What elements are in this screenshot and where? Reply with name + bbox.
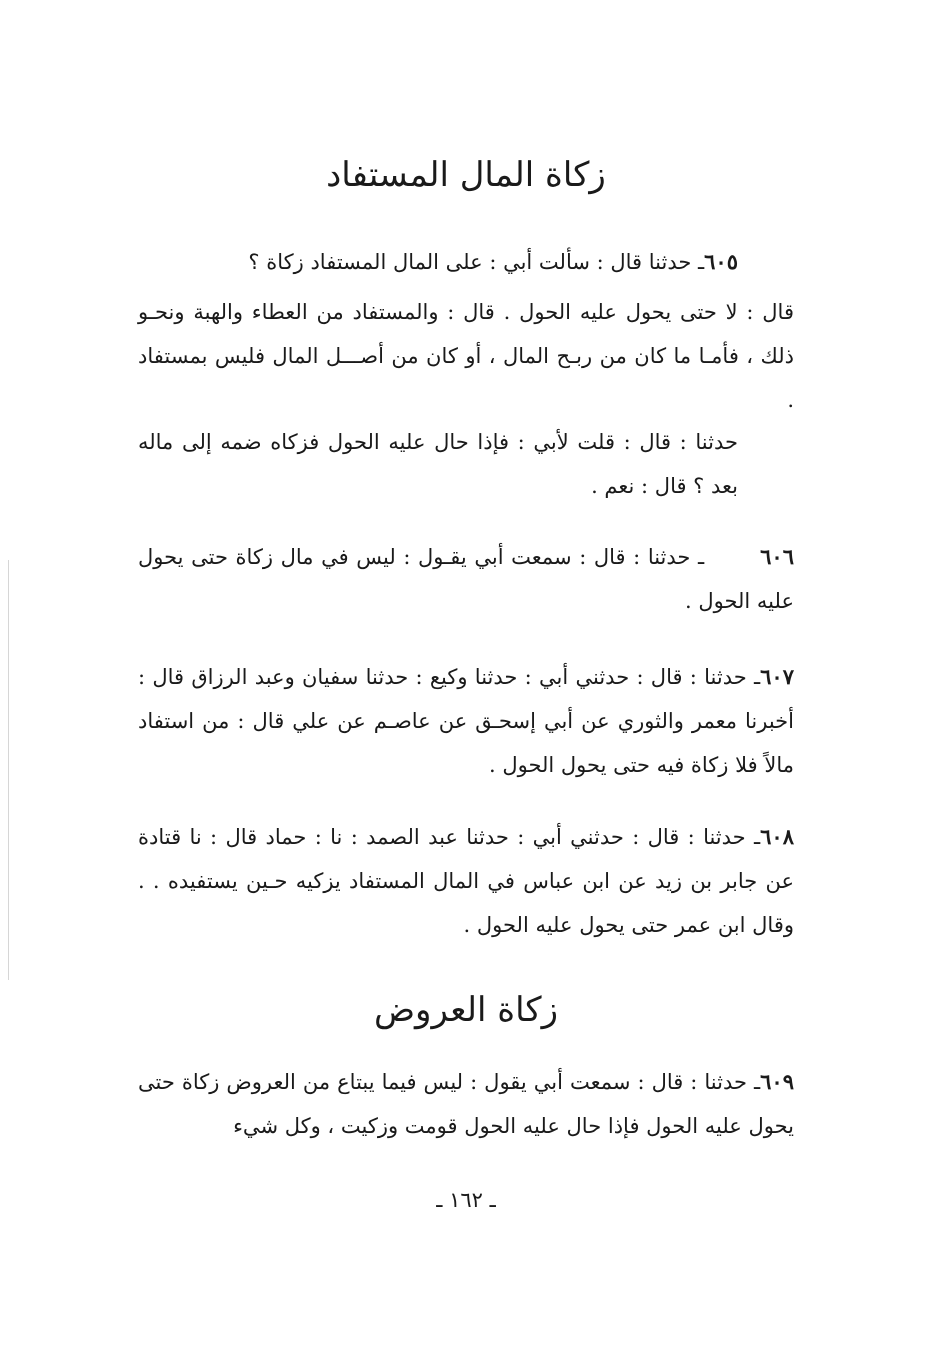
paragraph-605-answer: قال : لا حتى يحول عليه الحول . قال : والمستفاد من العطاء والهبة ونحـو ذلك ، فأمـا ما كان من ربـح المال ، أو كان من أصـــل المال فليس بمستفاد . (138, 300, 794, 412)
page-number: ـ ١٦٢ ـ (436, 1188, 496, 1212)
paragraph-text: ـ حدثنا : قال : سمعت أبي يقـول : ليس في مال زكاة حتى يحول عليه الحول . (138, 545, 794, 613)
paragraph-606 (138, 535, 794, 623)
paragraph-number: ٦٠٥ (704, 249, 738, 274)
scan-edge-line (8, 560, 9, 980)
paragraph-number: ٦٠٩ (760, 1069, 794, 1094)
paragraph-number: ٦٠٦ (760, 544, 794, 569)
paragraph-607 (138, 655, 794, 787)
paragraph-text: ـ حدثنا قال : سألت أبي : على المال المستفاد زكاة ؟ (248, 250, 705, 274)
paragraph-605 (138, 240, 794, 284)
paragraph-number: ٦٠٨ (760, 824, 794, 849)
paragraph-609 (138, 1060, 794, 1148)
paragraph-605-followup: حدثنا : قال : قلت لأبي : فإذا حال عليه الحول فزكاه ضمه إلى ماله بعد ؟ قال : نعم . (138, 430, 738, 498)
section-heading-urud: زكاة العروض (373, 990, 559, 1030)
paragraph-608 (138, 815, 794, 947)
paragraph-605-first-line (138, 240, 794, 284)
paragraph-text: ـ حدثنا : قال : حدثني أبي : حدثنا وكيع : حدثنا سفيان وعبد الرزاق قال : أخبرنا معمر والثوري عن أبي إسحـق عن عاصـم عن علي قال : من استفاد مالاً فلا زكاة فيه حتى يحول الحول . (138, 665, 794, 777)
paragraph-number: ٦٠٧ (760, 664, 794, 689)
section-heading-mustafad: زكاة المال المستفاد (326, 155, 606, 195)
paragraph-text: ـ حدثنا : قال : حدثني أبي : حدثنا عبد الصمد : نا : حماد قال : نا قتادة عن جابر بن زيد عن ابن عباس في المال المستفاد يزكيه حـين يستفيده . . وقال ابن عمر حتى يحول عليه الحول . (138, 825, 794, 937)
paragraph-text: ـ حدثنا : قال : سمعت أبي يقول : ليس فيما يبتاع من العروض زكاة حتى يحول عليه الحول فإذا حال عليه الحول قومت وزكيت ، وكل شيء (138, 1070, 794, 1138)
